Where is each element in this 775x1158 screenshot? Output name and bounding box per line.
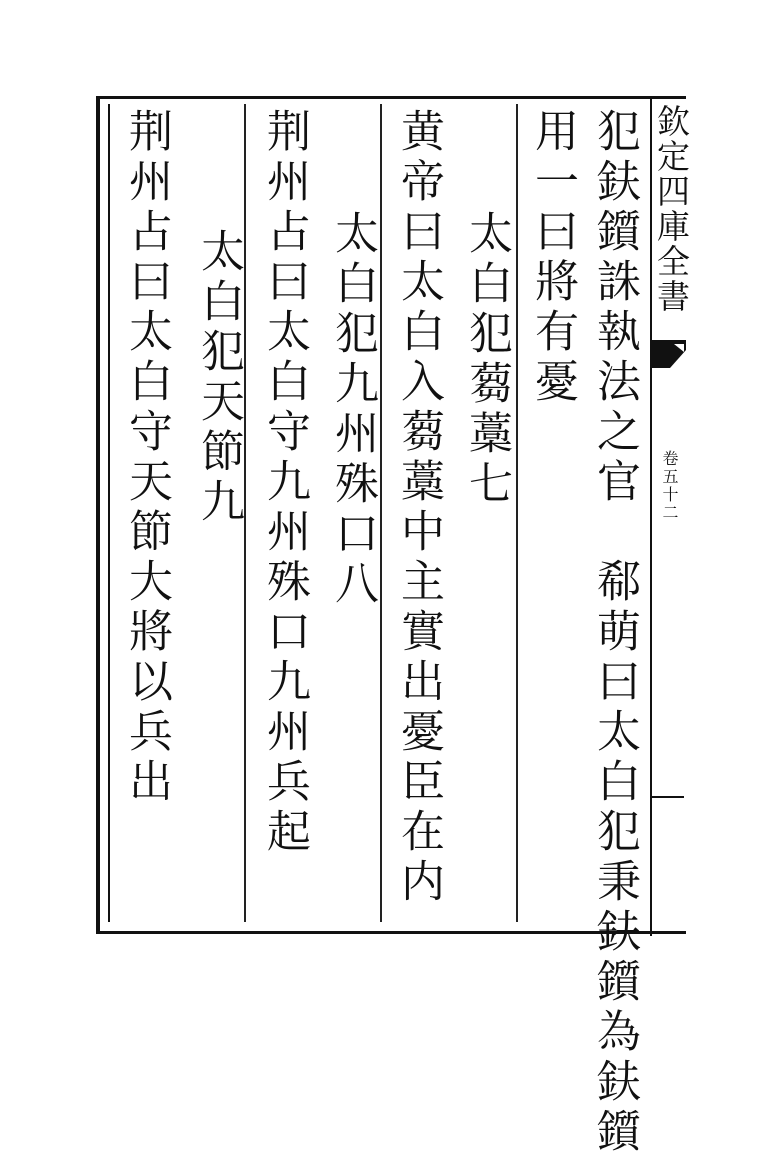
text-column-8: 荆州占曰太白守天節大將以兵出 [121,108,172,808]
text-column-5: 太白犯九州殊口八 [327,210,378,610]
text-column-6: 荆州占曰太白守九州殊口九州兵起 [259,108,310,858]
text-column-1: 犯鈇鑕誅執法之官 郗萌曰太白犯秉鈇鑕為鈇鑕 [589,108,640,1158]
text-column-7: 太白犯天節九 [193,228,244,528]
column-rule [380,104,382,922]
margin-tick [652,796,684,798]
text-column-2: 用一曰將有憂 [527,108,578,408]
text-column-3: 太白犯蒭藁七 [461,210,512,510]
volume-number: 卷五十二 [660,450,679,522]
inner-border [108,104,110,922]
text-column-4: 黄帝曰太白入蒭藁中主實出憂臣在内 [393,108,444,908]
fish-tail-mark [652,340,686,368]
book-title: 欽定四庫全書 [652,104,691,314]
column-rule [244,104,246,922]
column-rule [516,104,518,922]
